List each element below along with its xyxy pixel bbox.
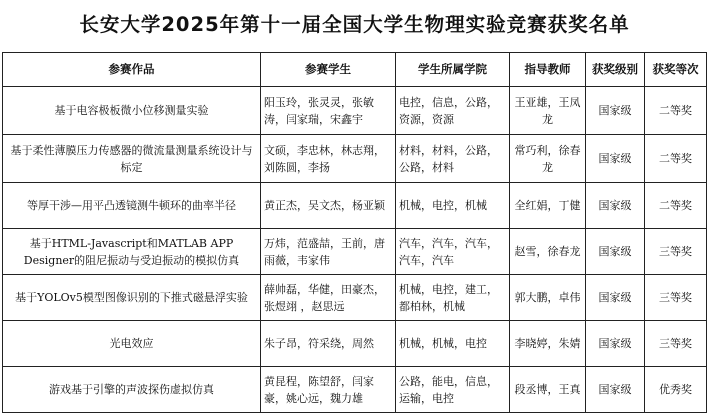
cell-students: 黄正杰，吴文杰，杨亚颖 (261, 183, 396, 229)
cell-level: 国家级 (586, 229, 645, 275)
cell-level: 国家级 (586, 183, 645, 229)
cell-advisor: 全红娟，丁健 (510, 183, 586, 229)
header-row (3, 53, 707, 87)
header-advisor: 指导教师 (510, 53, 586, 87)
cell-college: 汽车，汽车，汽车，汽车，汽车 (396, 229, 510, 275)
cell-students: 文硕，李忠林，林志翔，刘陈圆，李扬 (261, 135, 396, 183)
cell-grade: 三等奖 (645, 229, 707, 275)
table-body (3, 87, 707, 413)
cell-work: 基于HTML-Javascript和MATLAB APP Designer的阻尼振动与受迫振动的模拟仿真 (3, 229, 261, 275)
cell-college: 材料，材料，公路，公路，材料 (396, 135, 510, 183)
cell-college: 电控，信息，公路，资源，资源 (396, 87, 510, 135)
table-row (3, 183, 707, 229)
cell-grade: 三等奖 (645, 321, 707, 367)
cell-level: 国家级 (586, 87, 645, 135)
header-work: 参赛作品 (3, 53, 261, 87)
cell-work: 基于柔性薄膜压力传感器的微流量测量系统设计与标定 (3, 135, 261, 183)
table-row (3, 229, 707, 275)
cell-grade: 优秀奖 (645, 367, 707, 413)
cell-advisor: 郭大鹏，卓伟 (510, 275, 586, 321)
cell-work: 等厚干涉—用平凸透镜测牛顿环的曲率半径 (3, 183, 261, 229)
cell-work: 光电效应 (3, 321, 261, 367)
page-title: 长安大学2025年第十一届全国大学生物理实验竞赛获奖名单 (79, 13, 630, 36)
cell-level: 国家级 (586, 275, 645, 321)
cell-advisor: 王亚雄，王凤龙 (510, 87, 586, 135)
table-row (3, 135, 707, 183)
cell-work: 游戏基于引擎的声波探伤虚拟仿真 (3, 367, 261, 413)
header-students: 参赛学生 (261, 53, 396, 87)
cell-advisor: 段丞博，王真 (510, 367, 586, 413)
cell-students: 黄昆程，陈望舒，闫家豪，姚心远，魏力雄 (261, 367, 396, 413)
awards-table (2, 52, 707, 413)
cell-work: 基于YOLOv5模型图像识别的下推式磁悬浮实验 (3, 275, 261, 321)
table-row (3, 275, 707, 321)
cell-work: 基于电容极板微小位移测量实验 (3, 87, 261, 135)
cell-advisor: 赵雪，徐春龙 (510, 229, 586, 275)
cell-students: 薛帅磊，华健，田豪杰，张煜翊 ，赵思远 (261, 275, 396, 321)
table-row (3, 367, 707, 413)
cell-college: 机械，机械，电控 (396, 321, 510, 367)
table-row (3, 321, 707, 367)
cell-college: 机械，电控，机械 (396, 183, 510, 229)
cell-college: 公路，能电，信息，运输，电控 (396, 367, 510, 413)
table-row (3, 87, 707, 135)
cell-grade: 二等奖 (645, 183, 707, 229)
cell-advisor: 常巧利，徐春龙 (510, 135, 586, 183)
header-college: 学生所属学院 (396, 53, 510, 87)
cell-college: 机械，电控，建工，都柏林，机械 (396, 275, 510, 321)
table-header (3, 53, 707, 87)
cell-students: 万炜，范盛喆，王前，唐雨薇，韦家伟 (261, 229, 396, 275)
cell-students: 朱子昂，符采绕，周然 (261, 321, 396, 367)
cell-grade: 三等奖 (645, 275, 707, 321)
header-grade: 获奖等次 (645, 53, 707, 87)
cell-level: 国家级 (586, 367, 645, 413)
header-level: 获奖级别 (586, 53, 645, 87)
cell-advisor: 李晓婷，朱婧 (510, 321, 586, 367)
cell-grade: 二等奖 (645, 87, 707, 135)
cell-students: 阳玉玲，张灵灵，张敏涛，闫家瑞，宋鑫宇 (261, 87, 396, 135)
cell-grade: 二等奖 (645, 135, 707, 183)
cell-level: 国家级 (586, 135, 645, 183)
cell-level: 国家级 (586, 321, 645, 367)
